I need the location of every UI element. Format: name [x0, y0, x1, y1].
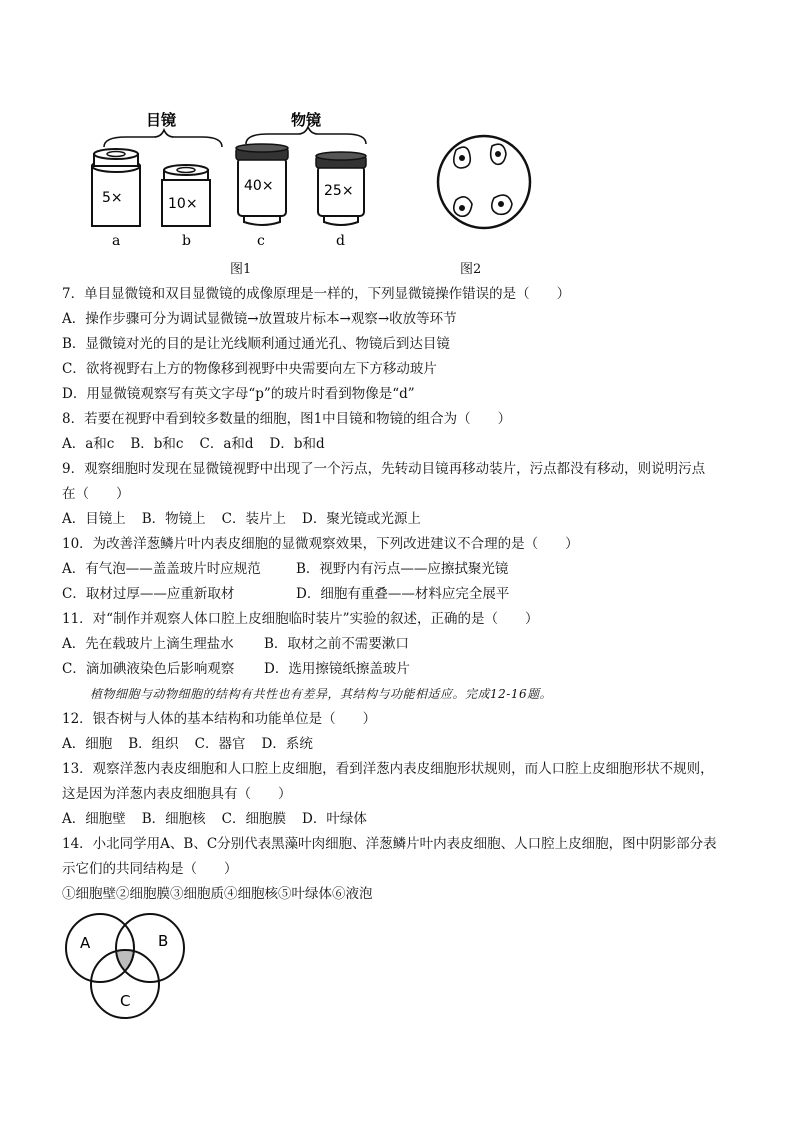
- q10-options-row2: [62, 582, 742, 607]
- q13-stem-line1: 13．观察洋葱内表皮细胞和人口腔上皮细胞，看到洋葱内表皮细胞形状规则，而人口腔上皮细胞形状不规则，: [62, 761, 714, 777]
- lens-b-letter: b: [182, 233, 191, 249]
- venn-label-b: B: [158, 932, 169, 950]
- q8-stem: 8．若要在视野中看到较多数量的细胞，图1中目镜和物镜的组合为（ ）: [62, 411, 512, 427]
- q11-option-d: D．选用擦镜纸擦盖玻片: [264, 661, 410, 677]
- q11-option-a: A．先在载玻片上滴生理盐水: [62, 636, 234, 652]
- q12-option-a: A．细胞: [62, 736, 113, 752]
- lens-b-mag: 10×: [168, 196, 198, 212]
- q9-option-b: B．物镜上: [141, 511, 206, 527]
- figure1-microscope-lenses: [76, 92, 376, 252]
- q8-options: [62, 432, 742, 457]
- q8-option-c: C．a和d: [199, 436, 254, 452]
- q13-option-c: C．细胞膜: [221, 811, 287, 827]
- q10-option-d: D．细胞有重叠——材料应完全展平: [296, 586, 510, 602]
- q12-option-b: B．组织: [128, 736, 179, 752]
- q10-stem: 10．为改善洋葱鳞片叶内表皮细胞的显微观察效果，下列改进建议不合理的是（ ）: [62, 536, 579, 552]
- question-list: [62, 282, 742, 907]
- section-note: 植物细胞与动物细胞的结构有共性也有差异，其结构与功能相适应。完成12-16题。: [90, 687, 553, 701]
- q8-option-a: A．a和c: [62, 436, 115, 452]
- q12-option-d: D．系统: [261, 736, 313, 752]
- q11-options-row1: [62, 632, 742, 657]
- q7-option-c: C．欲将视野右上方的物像移到视野中央需要向左下方移动玻片: [62, 361, 437, 377]
- q9-option-d: D．聚光镜或光源上: [302, 511, 421, 527]
- q9-option-a: A．目镜上: [62, 511, 126, 527]
- q11-option-b: B．取材之前不需要漱口: [264, 636, 409, 652]
- q8-option-b: B．b和c: [130, 436, 184, 452]
- lens-a-mag: 5×: [102, 190, 123, 206]
- eyepiece-label: 目镜: [146, 111, 177, 129]
- lens-d-mag: 25×: [324, 183, 354, 199]
- q14-stem-line1: 14．小北同学用A、B、C分别代表黑藻叶肉细胞、洋葱鳞片叶内表皮细胞、人口腔上皮细胞，图中阴影部分表: [62, 836, 717, 852]
- q12-stem: 12．银杏树与人体的基本结构和功能单位是（ ）: [62, 711, 377, 727]
- q9-stem-line1: 9．观察细胞时发现在显微镜视野中出现了一个污点，先转动目镜再移动装片，污点都没有移动，则说明污点: [62, 461, 706, 477]
- q10-options-row1: [62, 557, 742, 582]
- lens-c-letter: c: [257, 233, 265, 249]
- lens-d-icon: [316, 152, 366, 249]
- venn-circle-b: [116, 914, 184, 982]
- venn-label-a: A: [80, 934, 91, 952]
- objective-label: 物镜: [291, 111, 322, 129]
- q7-option-a: A．操作步骤可分为调试显微镜→放置玻片标本→观察→收放等环节: [62, 311, 457, 327]
- q10-option-c: C．取材过厚——应重新取材: [62, 586, 235, 602]
- q7-option-b: B．显微镜对光的目的是让光线顺利通过通光孔、物镜后到达目镜: [62, 336, 450, 352]
- q11-option-c: C．滴加碘液染色后影响观察: [62, 661, 235, 677]
- venn-label-c: C: [120, 992, 131, 1010]
- q14-stem-line2: 示它们的共同结构是（ ）: [62, 861, 238, 877]
- q13-stem-line2: 这是因为洋葱内表皮细胞具有（ ）: [62, 786, 292, 802]
- q13-options: [62, 807, 742, 832]
- q12-option-c: C．器官: [194, 736, 246, 752]
- lens-c-icon: [236, 144, 288, 249]
- q13-option-d: D．叶绿体: [302, 811, 367, 827]
- q9-option-c: C．装片上: [221, 511, 287, 527]
- lens-c-mag: 40×: [244, 178, 274, 194]
- lens-d-letter: d: [336, 233, 345, 249]
- q9-stem-line2: 在（ ）: [62, 486, 130, 502]
- lens-a-letter: a: [112, 233, 121, 249]
- q11-stem: 11．对“制作并观察人体口腔上皮细胞临时装片”实验的叙述，正确的是（ ）: [62, 611, 539, 627]
- q10-option-b: B．视野内有污点——应擦拭聚光镜: [296, 561, 509, 577]
- q7-option-d: D．用显微镜观察写有英文字母“p”的玻片时看到物像是“d”: [62, 386, 415, 402]
- q12-options: [62, 732, 742, 757]
- q13-option-b: B．细胞核: [141, 811, 206, 827]
- q14-choices: ①细胞壁②细胞膜③细胞质④细胞核⑤叶绿体⑥液泡: [62, 886, 373, 902]
- venn-diagram: [62, 908, 192, 1020]
- q7-stem: 7．单目显微镜和双目显微镜的成像原理是一样的，下列显微镜操作错误的是（ ）: [62, 286, 571, 302]
- figure2-field-of-view: [434, 128, 534, 238]
- venn-circle-a: [66, 914, 134, 982]
- figure1-caption: 图1: [230, 262, 252, 277]
- figure2-caption: 图2: [460, 262, 482, 277]
- figure-row: [62, 92, 742, 277]
- q13-option-a: A．细胞壁: [62, 811, 126, 827]
- q11-options-row2: [62, 657, 742, 682]
- q10-option-a: A．有气泡——盖盖玻片时应规范: [62, 561, 261, 577]
- q8-option-d: D．b和d: [269, 436, 325, 452]
- lens-a-icon: [92, 149, 140, 249]
- q9-options: [62, 507, 742, 532]
- lens-b-icon: [162, 165, 210, 249]
